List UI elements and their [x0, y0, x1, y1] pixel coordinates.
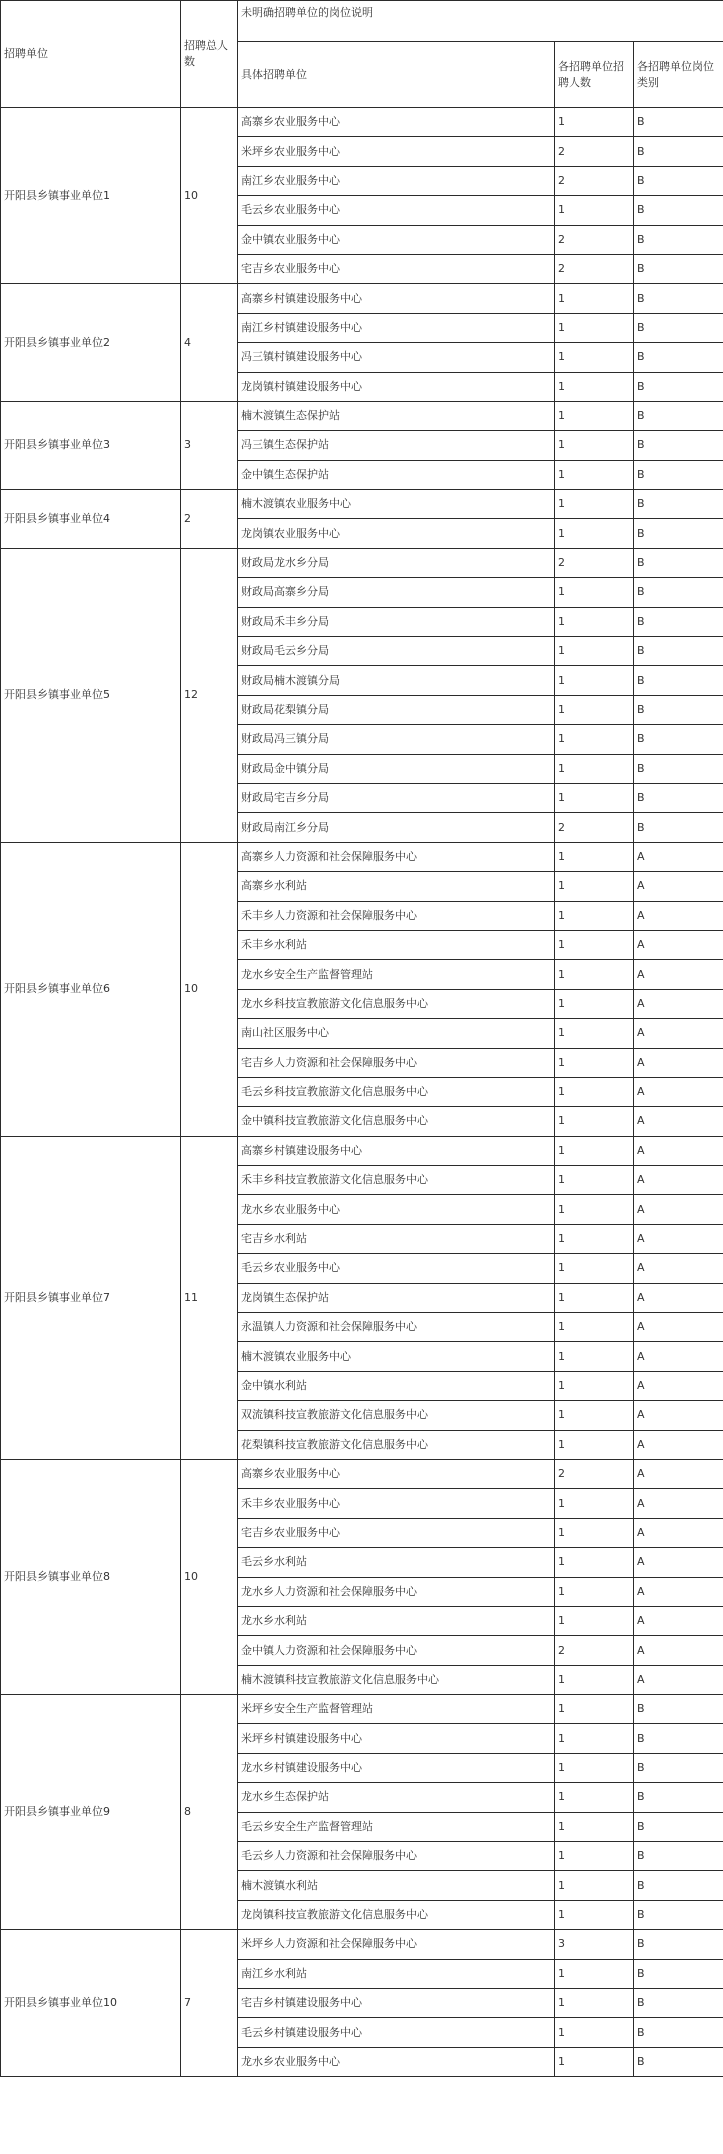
- unit-category: B: [634, 1930, 723, 1959]
- unit-name: 花梨镇科技宣教旅游文化信息服务中心: [238, 1430, 555, 1459]
- unit-name: 楠木渡镇水利站: [238, 1871, 555, 1900]
- unit-name: 龙岗镇村镇建设服务中心: [238, 372, 555, 401]
- unit-count: 1: [555, 1313, 634, 1342]
- unit-name: 龙水乡科技宣教旅游文化信息服务中心: [238, 989, 555, 1018]
- unit-name: 冯三镇生态保护站: [238, 431, 555, 460]
- unit-category: B: [634, 1695, 723, 1724]
- group-name: 开阳县乡镇事业单位7: [1, 1136, 181, 1459]
- group-name: 开阳县乡镇事业单位10: [1, 1930, 181, 2077]
- unit-category: B: [634, 1959, 723, 1988]
- header-unspecified: 未明确招聘单位的岗位说明: [238, 1, 723, 42]
- unit-count: 2: [555, 548, 634, 577]
- header-total: 招聘总人数: [181, 1, 238, 108]
- unit-category: B: [634, 666, 723, 695]
- unit-name: 双流镇科技宣教旅游文化信息服务中心: [238, 1401, 555, 1430]
- unit-count: 1: [555, 842, 634, 871]
- unit-category: B: [634, 637, 723, 666]
- unit-count: 1: [555, 1577, 634, 1606]
- unit-name: 高寨乡农业服务中心: [238, 108, 555, 137]
- unit-count: 1: [555, 460, 634, 489]
- unit-category: B: [634, 343, 723, 372]
- table-row: [1, 1459, 723, 1488]
- unit-name: 楠木渡镇生态保护站: [238, 401, 555, 430]
- unit-category: A: [634, 872, 723, 901]
- unit-count: 1: [555, 343, 634, 372]
- unit-name: 龙岗镇农业服务中心: [238, 519, 555, 548]
- header-specific-unit: 具体招聘单位: [238, 42, 555, 108]
- unit-count: 1: [555, 578, 634, 607]
- unit-count: 1: [555, 2047, 634, 2076]
- unit-category: A: [634, 1371, 723, 1400]
- unit-name: 财政局龙水乡分局: [238, 548, 555, 577]
- unit-count: 1: [555, 196, 634, 225]
- unit-count: 1: [555, 1430, 634, 1459]
- unit-count: 1: [555, 1254, 634, 1283]
- unit-name: 金中镇人力资源和社会保障服务中心: [238, 1636, 555, 1665]
- unit-count: 1: [555, 431, 634, 460]
- unit-count: 1: [555, 1724, 634, 1753]
- unit-count: 1: [555, 2018, 634, 2047]
- unit-count: 1: [555, 1665, 634, 1694]
- unit-count: 1: [555, 901, 634, 930]
- unit-name: 财政局毛云乡分局: [238, 637, 555, 666]
- group-name: 开阳县乡镇事业单位1: [1, 108, 181, 284]
- unit-count: 2: [555, 137, 634, 166]
- unit-name: 财政局楠木渡镇分局: [238, 666, 555, 695]
- unit-count: 1: [555, 1401, 634, 1430]
- unit-name: 金中镇生态保护站: [238, 460, 555, 489]
- unit-category: B: [634, 166, 723, 195]
- unit-count: 1: [555, 695, 634, 724]
- unit-category: B: [634, 372, 723, 401]
- unit-category: A: [634, 1430, 723, 1459]
- header-unit-category: 各招聘单位岗位类别: [634, 42, 723, 108]
- unit-category: B: [634, 431, 723, 460]
- unit-name: 楠木渡镇农业服务中心: [238, 490, 555, 519]
- unit-category: B: [634, 401, 723, 430]
- unit-count: 1: [555, 108, 634, 137]
- unit-name: 财政局宅吉乡分局: [238, 783, 555, 812]
- unit-count: 2: [555, 1459, 634, 1488]
- unit-count: 1: [555, 1518, 634, 1547]
- group-total: 2: [181, 490, 238, 549]
- unit-name: 财政局高寨乡分局: [238, 578, 555, 607]
- unit-category: B: [634, 1989, 723, 2018]
- unit-name: 金中镇科技宣教旅游文化信息服务中心: [238, 1107, 555, 1136]
- unit-category: B: [634, 490, 723, 519]
- unit-category: A: [634, 1665, 723, 1694]
- unit-category: B: [634, 754, 723, 783]
- unit-name: 米坪乡安全生产监督管理站: [238, 1695, 555, 1724]
- unit-category: A: [634, 1489, 723, 1518]
- unit-name: 毛云乡村镇建设服务中心: [238, 2018, 555, 2047]
- unit-count: 2: [555, 166, 634, 195]
- unit-count: 1: [555, 1959, 634, 1988]
- unit-category: A: [634, 1166, 723, 1195]
- unit-name: 高寨乡农业服务中心: [238, 1459, 555, 1488]
- unit-count: 1: [555, 783, 634, 812]
- unit-name: 龙岗镇科技宣教旅游文化信息服务中心: [238, 1900, 555, 1929]
- unit-count: 1: [555, 666, 634, 695]
- unit-category: B: [634, 1724, 723, 1753]
- unit-name: 高寨乡村镇建设服务中心: [238, 284, 555, 313]
- unit-count: 1: [555, 372, 634, 401]
- group-name: 开阳县乡镇事业单位8: [1, 1459, 181, 1694]
- unit-count: 1: [555, 637, 634, 666]
- unit-category: A: [634, 1636, 723, 1665]
- unit-count: 1: [555, 1753, 634, 1782]
- unit-count: 1: [555, 1606, 634, 1635]
- unit-category: A: [634, 1107, 723, 1136]
- group-total: 12: [181, 548, 238, 842]
- unit-category: A: [634, 1577, 723, 1606]
- unit-category: A: [634, 1254, 723, 1283]
- unit-category: B: [634, 284, 723, 313]
- unit-count: 1: [555, 401, 634, 430]
- unit-name: 毛云乡农业服务中心: [238, 1254, 555, 1283]
- unit-count: 1: [555, 1783, 634, 1812]
- unit-name: 龙水乡农业服务中心: [238, 1195, 555, 1224]
- unit-category: A: [634, 1548, 723, 1577]
- unit-name: 南江乡农业服务中心: [238, 166, 555, 195]
- unit-name: 龙水乡生态保护站: [238, 1783, 555, 1812]
- group-total: 10: [181, 842, 238, 1136]
- group-name: 开阳县乡镇事业单位3: [1, 401, 181, 489]
- unit-name: 楠木渡镇科技宣教旅游文化信息服务中心: [238, 1665, 555, 1694]
- group-name: 开阳县乡镇事业单位2: [1, 284, 181, 402]
- unit-name: 龙水乡人力资源和社会保障服务中心: [238, 1577, 555, 1606]
- unit-name: 财政局冯三镇分局: [238, 725, 555, 754]
- unit-name: 楠木渡镇农业服务中心: [238, 1342, 555, 1371]
- unit-category: A: [634, 930, 723, 959]
- unit-category: A: [634, 1518, 723, 1547]
- unit-category: A: [634, 989, 723, 1018]
- group-name: 开阳县乡镇事业单位5: [1, 548, 181, 842]
- unit-count: 1: [555, 1548, 634, 1577]
- unit-name: 毛云乡农业服务中心: [238, 196, 555, 225]
- unit-count: 1: [555, 725, 634, 754]
- unit-count: 1: [555, 313, 634, 342]
- unit-name: 宅吉乡村镇建设服务中心: [238, 1989, 555, 2018]
- unit-name: 毛云乡人力资源和社会保障服务中心: [238, 1842, 555, 1871]
- unit-name: 龙水乡水利站: [238, 1606, 555, 1635]
- unit-name: 龙水乡安全生产监督管理站: [238, 960, 555, 989]
- unit-count: 1: [555, 1077, 634, 1106]
- unit-name: 米坪乡村镇建设服务中心: [238, 1724, 555, 1753]
- unit-category: B: [634, 254, 723, 283]
- unit-category: B: [634, 2018, 723, 2047]
- unit-count: 1: [555, 519, 634, 548]
- unit-category: B: [634, 1900, 723, 1929]
- unit-count: 1: [555, 1224, 634, 1253]
- unit-category: B: [634, 313, 723, 342]
- unit-name: 财政局金中镇分局: [238, 754, 555, 783]
- unit-name: 南山社区服务中心: [238, 1019, 555, 1048]
- unit-name: 宅吉乡人力资源和社会保障服务中心: [238, 1048, 555, 1077]
- unit-name: 南江乡村镇建设服务中心: [238, 313, 555, 342]
- unit-category: B: [634, 460, 723, 489]
- unit-name: 财政局花梨镇分局: [238, 695, 555, 724]
- unit-count: 1: [555, 1342, 634, 1371]
- unit-count: 1: [555, 1136, 634, 1165]
- unit-name: 禾丰乡科技宣教旅游文化信息服务中心: [238, 1166, 555, 1195]
- unit-count: 1: [555, 960, 634, 989]
- unit-category: A: [634, 1195, 723, 1224]
- unit-category: A: [634, 1224, 723, 1253]
- unit-category: B: [634, 1871, 723, 1900]
- unit-count: 1: [555, 1489, 634, 1518]
- unit-count: 1: [555, 930, 634, 959]
- group-name: 开阳县乡镇事业单位6: [1, 842, 181, 1136]
- unit-count: 2: [555, 225, 634, 254]
- unit-count: 3: [555, 1930, 634, 1959]
- unit-name: 高寨乡水利站: [238, 872, 555, 901]
- unit-name: 禾丰乡农业服务中心: [238, 1489, 555, 1518]
- unit-name: 宅吉乡农业服务中心: [238, 254, 555, 283]
- unit-count: 1: [555, 607, 634, 636]
- unit-name: 毛云乡科技宣教旅游文化信息服务中心: [238, 1077, 555, 1106]
- unit-count: 1: [555, 1871, 634, 1900]
- unit-count: 1: [555, 1900, 634, 1929]
- unit-count: 1: [555, 1695, 634, 1724]
- table-row: [1, 284, 723, 313]
- table-row: [1, 842, 723, 871]
- unit-count: 1: [555, 1166, 634, 1195]
- group-name: 开阳县乡镇事业单位9: [1, 1695, 181, 1930]
- unit-count: 2: [555, 1636, 634, 1665]
- unit-category: A: [634, 1019, 723, 1048]
- unit-name: 冯三镇村镇建设服务中心: [238, 343, 555, 372]
- unit-category: A: [634, 1342, 723, 1371]
- table-row: [1, 490, 723, 519]
- unit-name: 禾丰乡人力资源和社会保障服务中心: [238, 901, 555, 930]
- unit-category: B: [634, 2047, 723, 2076]
- group-total: 11: [181, 1136, 238, 1459]
- unit-category: A: [634, 1283, 723, 1312]
- table-row: [1, 548, 723, 577]
- unit-category: A: [634, 901, 723, 930]
- unit-name: 龙岗镇生态保护站: [238, 1283, 555, 1312]
- unit-name: 毛云乡水利站: [238, 1548, 555, 1577]
- table-row: [1, 108, 723, 137]
- unit-count: 1: [555, 1989, 634, 2018]
- unit-count: 1: [555, 284, 634, 313]
- unit-name: 禾丰乡水利站: [238, 930, 555, 959]
- unit-name: 宅吉乡水利站: [238, 1224, 555, 1253]
- unit-name: 金中镇农业服务中心: [238, 225, 555, 254]
- unit-name: 财政局南江乡分局: [238, 813, 555, 842]
- table-row: [1, 401, 723, 430]
- unit-name: 高寨乡人力资源和社会保障服务中心: [238, 842, 555, 871]
- unit-category: B: [634, 519, 723, 548]
- unit-count: 1: [555, 1019, 634, 1048]
- unit-count: 1: [555, 1048, 634, 1077]
- unit-category: B: [634, 137, 723, 166]
- unit-category: A: [634, 1136, 723, 1165]
- table-row: [1, 1695, 723, 1724]
- unit-name: 米坪乡农业服务中心: [238, 137, 555, 166]
- unit-count: 1: [555, 1812, 634, 1841]
- unit-category: B: [634, 196, 723, 225]
- unit-category: B: [634, 108, 723, 137]
- header-unit: 招聘单位: [1, 1, 181, 108]
- unit-count: 1: [555, 989, 634, 1018]
- unit-category: A: [634, 1313, 723, 1342]
- unit-count: 2: [555, 254, 634, 283]
- table-row: [1, 1930, 723, 1959]
- unit-category: A: [634, 1401, 723, 1430]
- group-total: 10: [181, 108, 238, 284]
- unit-name: 南江乡水利站: [238, 1959, 555, 1988]
- unit-count: 1: [555, 754, 634, 783]
- unit-count: 1: [555, 1371, 634, 1400]
- unit-category: B: [634, 725, 723, 754]
- group-name: 开阳县乡镇事业单位4: [1, 490, 181, 549]
- unit-count: 1: [555, 872, 634, 901]
- unit-name: 高寨乡村镇建设服务中心: [238, 1136, 555, 1165]
- unit-count: 1: [555, 490, 634, 519]
- unit-name: 龙水乡村镇建设服务中心: [238, 1753, 555, 1782]
- unit-count: 1: [555, 1283, 634, 1312]
- unit-category: B: [634, 1842, 723, 1871]
- unit-category: B: [634, 225, 723, 254]
- unit-category: A: [634, 842, 723, 871]
- unit-count: 1: [555, 1107, 634, 1136]
- unit-category: B: [634, 607, 723, 636]
- unit-category: B: [634, 695, 723, 724]
- unit-category: A: [634, 1459, 723, 1488]
- unit-category: B: [634, 1753, 723, 1782]
- unit-category: B: [634, 813, 723, 842]
- unit-category: B: [634, 548, 723, 577]
- unit-name: 财政局禾丰乡分局: [238, 607, 555, 636]
- unit-category: A: [634, 1077, 723, 1106]
- group-total: 3: [181, 401, 238, 489]
- group-total: 8: [181, 1695, 238, 1930]
- unit-category: B: [634, 1783, 723, 1812]
- unit-count: 1: [555, 1195, 634, 1224]
- unit-count: 2: [555, 813, 634, 842]
- header-row: [1, 1, 723, 42]
- unit-name: 金中镇水利站: [238, 1371, 555, 1400]
- unit-category: B: [634, 1812, 723, 1841]
- group-total: 4: [181, 284, 238, 402]
- unit-name: 永温镇人力资源和社会保障服务中心: [238, 1313, 555, 1342]
- unit-category: B: [634, 578, 723, 607]
- unit-category: A: [634, 1606, 723, 1635]
- group-total: 7: [181, 1930, 238, 2077]
- header-unit-count: 各招聘单位招聘人数: [555, 42, 634, 108]
- unit-name: 米坪乡人力资源和社会保障服务中心: [238, 1930, 555, 1959]
- unit-category: A: [634, 1048, 723, 1077]
- unit-name: 宅吉乡农业服务中心: [238, 1518, 555, 1547]
- unit-name: 龙水乡农业服务中心: [238, 2047, 555, 2076]
- group-total: 10: [181, 1459, 238, 1694]
- unit-category: B: [634, 783, 723, 812]
- unit-name: 毛云乡安全生产监督管理站: [238, 1812, 555, 1841]
- unit-count: 1: [555, 1842, 634, 1871]
- unit-category: A: [634, 960, 723, 989]
- table-row: [1, 1136, 723, 1165]
